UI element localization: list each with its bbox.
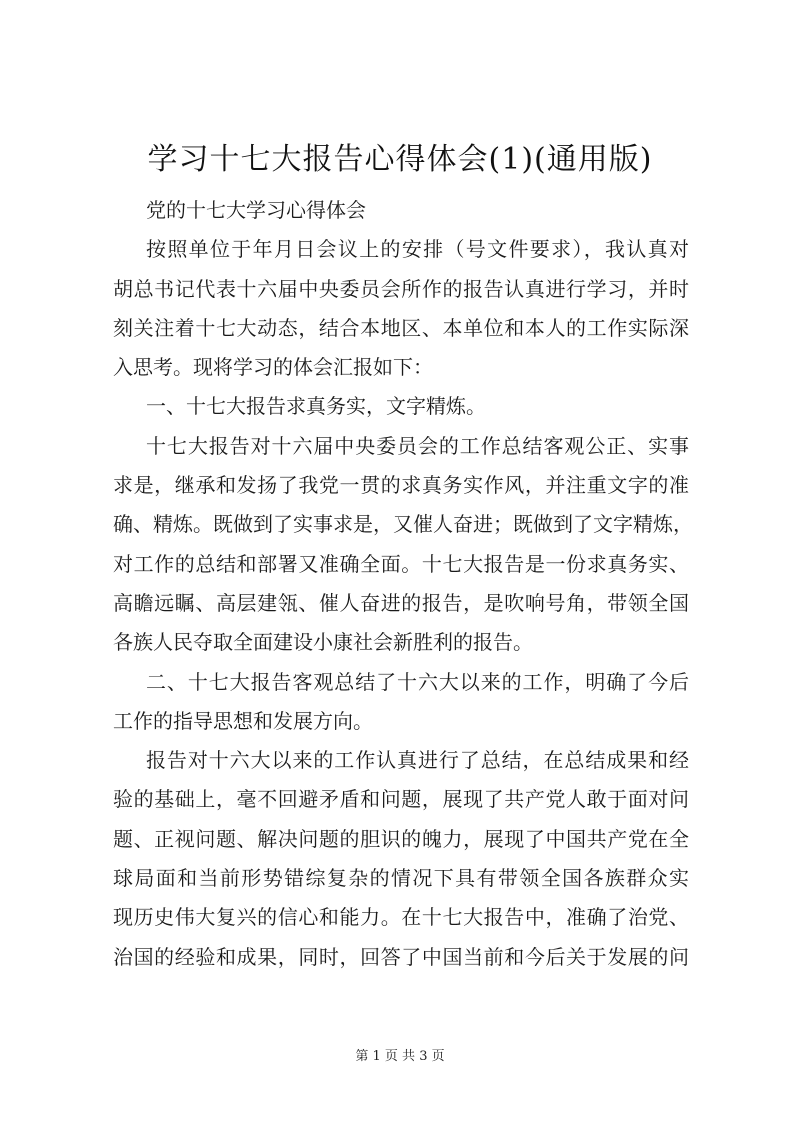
paragraph: [113, 663, 689, 742]
page-footer: 第 1 页 共 3 页: [355, 1049, 445, 1064]
text-line: 题、正视问题、解决问题的胆识的魄力，展现了中国共产党在全: [113, 826, 689, 851]
paragraph: [113, 427, 693, 663]
text-line: 现历史伟大复兴的信心和能力。在十七大报告中，准确了治党、: [113, 905, 689, 930]
paragraph: [113, 230, 689, 387]
text-line: 十七大报告对十六届中央委员会的工作总结客观公正、实事: [146, 433, 689, 458]
text-line: 验的基础上，毫不回避矛盾和问题，展现了共产党人敢于面对问: [113, 787, 689, 812]
text-line: 胡总书记代表十六届中央委员会所作的报告认真进行学习，并时: [113, 276, 689, 301]
document-body: [113, 191, 693, 977]
text-line: 各族人民夺取全面建设小康社会新胜利的报告。: [113, 630, 533, 655]
text-line: 求是，继承和发扬了我党一贯的求真务实作风，并注重文字的准: [113, 473, 689, 498]
text-line: 按照单位于年月日会议上的安排（号文件要求），我认真对: [146, 237, 689, 262]
text-line: 确、精炼。既做到了实事求是，又催人奋进；既做到了文字精炼，: [113, 512, 693, 537]
text-line: 对工作的总结和部署又准确全面。十七大报告是一份求真务实、: [113, 551, 689, 576]
document-title: 学习十七大报告心得体会(1)(通用版): [147, 142, 653, 177]
paragraph: [113, 741, 689, 977]
text-line: 球局面和当前形势错综复杂的情况下具有带领全国各族群众实: [113, 866, 689, 891]
text-line: 工作的指导思想和发展方向。: [113, 708, 373, 733]
text-line: 党的十七大学习心得体会: [146, 198, 366, 222]
text-line: 报告对十六大以来的工作认真进行了总结，在总结成果和经: [146, 748, 689, 773]
text-line: 治国的经验和成果，同时，回答了中国当前和今后关于发展的问: [113, 944, 689, 969]
text-line: 入思考。现将学习的体会汇报如下：: [113, 355, 433, 380]
text-line: 高瞻远瞩、高层建瓴、催人奋进的报告，是吹响号角，带领全国: [113, 590, 689, 615]
text-line: 一、十七大报告求真务实，文字精炼。: [146, 394, 486, 419]
text-line: 二、十七大报告客观总结了十六大以来的工作，明确了今后: [146, 669, 689, 694]
paragraph: [113, 387, 689, 426]
paragraph: [113, 191, 689, 230]
text-line: 刻关注着十七大动态，结合本地区、本单位和本人的工作实际深: [113, 315, 689, 340]
